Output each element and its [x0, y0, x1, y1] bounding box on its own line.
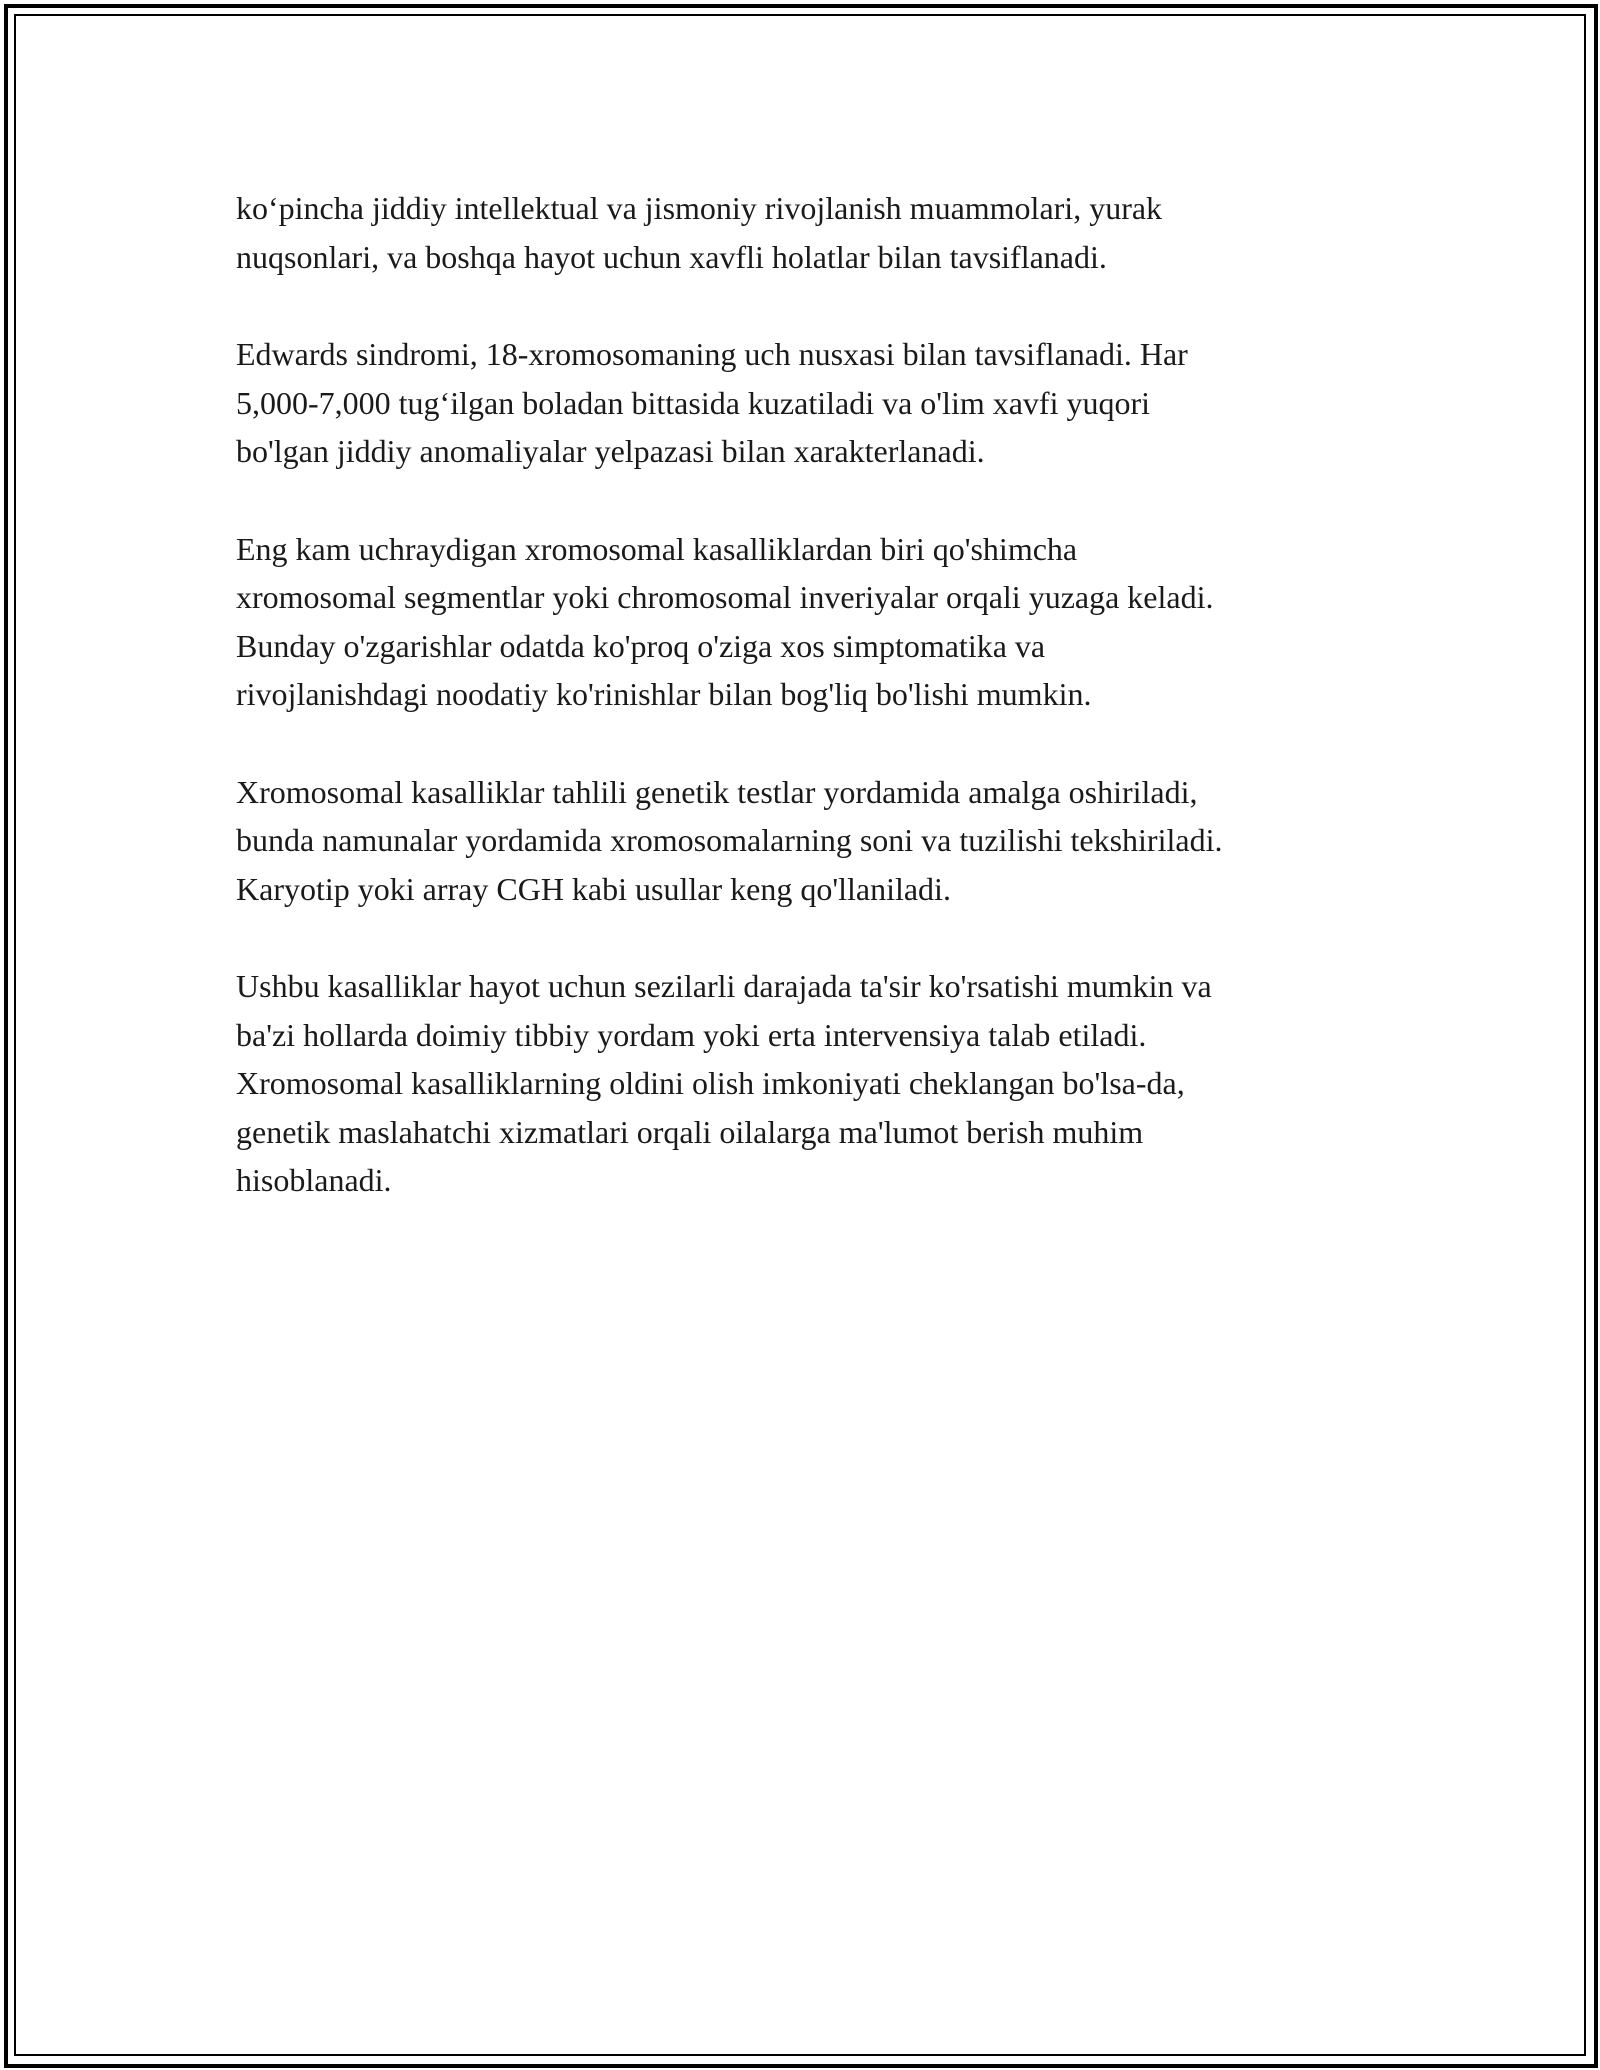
text-line: nuqsonlari, va boshqa hayot uchun xavfli holatlar bilan tavsiflanadi.	[236, 238, 1107, 275]
paragraph-5	[236, 962, 1396, 1205]
text-line: 5,000-7,000 tug‘ilgan boladan bittasida kuzatiladi va o'lim xavfi yuqori	[236, 384, 1151, 421]
text-line: bo'lgan jiddiy anomaliyalar yelpazasi bilan xarakterlanadi.	[236, 433, 985, 469]
text-line: rivojlanishdagi noodatiy ko'rinishlar bilan bog'liq bo'lishi mumkin.	[236, 676, 1092, 712]
paragraph-2	[236, 330, 1396, 476]
text-line: Xromosomal kasalliklarning oldini olish imkoniyati cheklangan bo'lsa-da,	[236, 1065, 1185, 1101]
text-line: Eng kam uchraydigan xromosomal kasalliklardan biri qo'shimcha	[236, 530, 1078, 567]
text-line: Ushbu kasalliklar hayot uchun sezilarli darajada ta'sir ko'rsatishi mumkin va	[236, 968, 1212, 1004]
text-line: Xromosomal kasalliklar tahlili genetik testlar yordamida amalga oshiriladi,	[236, 773, 1198, 810]
paragraph-1	[236, 184, 1396, 281]
text-line: Bunday o'zgarishlar odatda ko'proq o'ziga xos simptomatika va	[236, 627, 1046, 664]
text-line: Karyotip yoki array CGH kabi usullar keng qo'llaniladi.	[236, 870, 951, 907]
paragraph-3	[236, 525, 1396, 719]
text-line: hisoblanadi.	[236, 1162, 392, 1198]
text-line: bunda namunalar yordamida xromosomalarning soni va tuzilishi tekshiriladi.	[236, 822, 1223, 858]
paragraph-4	[236, 768, 1396, 914]
text-line: ko‘pincha jiddiy intellektual va jismoniy rivojlanish muammolari, yurak	[236, 190, 1163, 226]
text-line: ba'zi hollarda doimiy tibbiy yordam yoki erta intervensiya talab etiladi.	[236, 1016, 1147, 1053]
text-line: Edwards sindromi, 18-xromosomaning uch nusxasi bilan tavsiflanadi. Har	[236, 336, 1188, 372]
text-line: xromosomal segmentlar yoki chromosomal inveriyalar orqali yuzaga keladi.	[236, 579, 1214, 615]
document-body	[236, 184, 1396, 1254]
text-line: genetik maslahatchi xizmatlari orqali oilalarga ma'lumot berish muhim	[236, 1113, 1144, 1150]
